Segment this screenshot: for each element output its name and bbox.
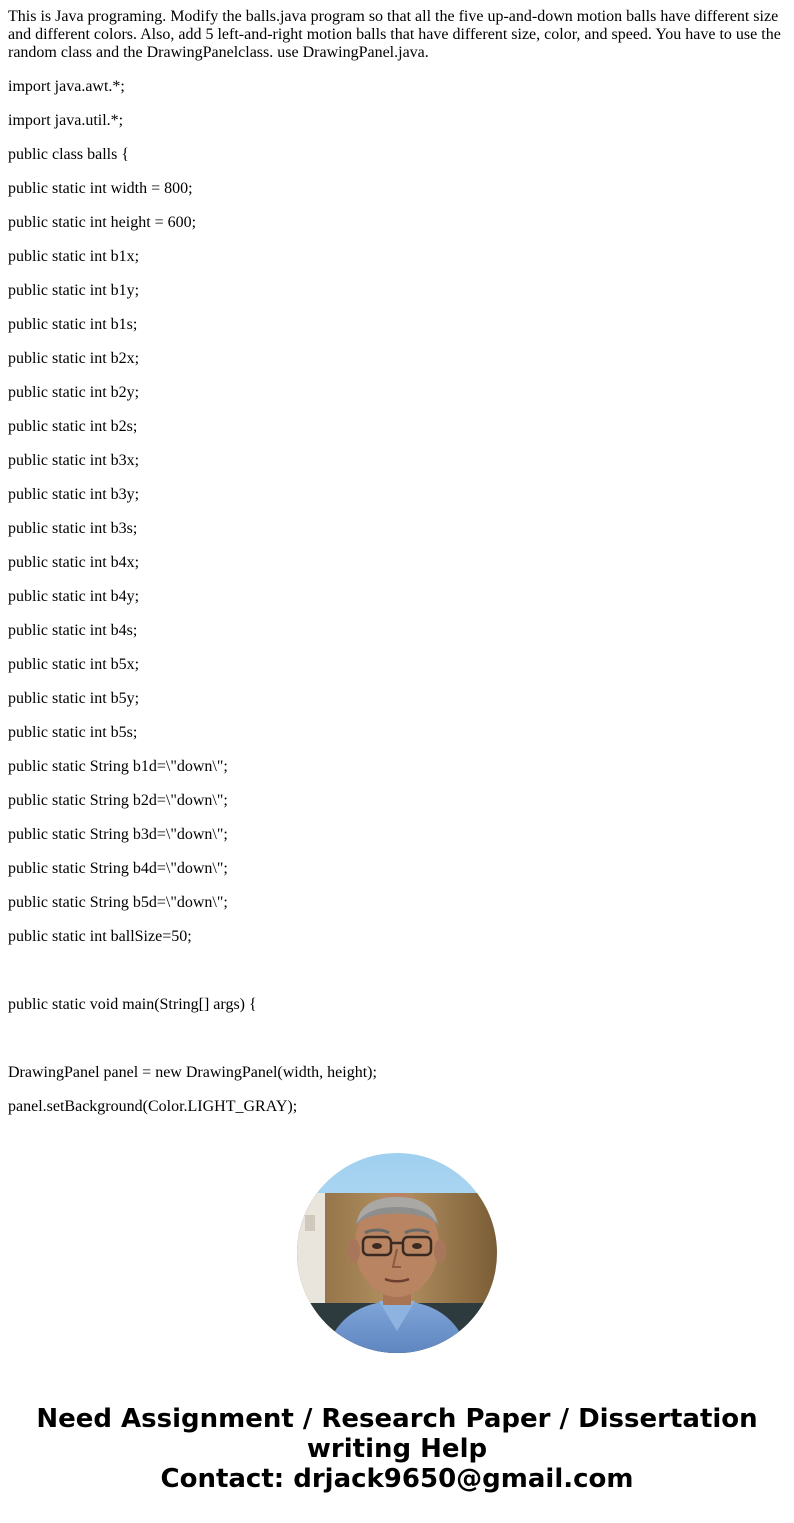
code-line: public static int b5s; <box>8 724 138 741</box>
code-group-main <box>8 996 786 1014</box>
code-line: public static int b1s; <box>8 316 138 333</box>
code-line: public static int b5y; <box>8 690 140 707</box>
code-line: public static int b2y; <box>8 384 140 401</box>
code-line: panel.setBackground(Color.LIGHT_GRAY); <box>8 1098 298 1115</box>
contact-banner <box>0 1404 794 1494</box>
code-line: public static int height = 600; <box>8 214 197 231</box>
code-line: public static void main(String[] args) { <box>8 996 257 1013</box>
cta-line: writing Help <box>306 1434 488 1464</box>
code-line: public static String b1d=\"down\"; <box>8 758 228 775</box>
code-group-declarations <box>8 78 786 946</box>
blank-line <box>8 962 786 996</box>
code-line: public static int b4x; <box>8 554 140 571</box>
code-line: public static int ballSize=50; <box>8 928 192 945</box>
blank-line <box>8 1030 786 1064</box>
code-line: public static int b1x; <box>8 248 140 265</box>
code-line: public static int width = 800; <box>8 180 193 197</box>
code-line: public static String b5d=\"down\"; <box>8 894 228 911</box>
code-line: public class balls { <box>8 146 129 163</box>
code-line: import java.awt.*; <box>8 78 125 95</box>
code-group-panel <box>8 1064 786 1116</box>
code-line: public static int b2x; <box>8 350 140 367</box>
code-line: public static String b3d=\"down\"; <box>8 826 228 843</box>
code-line: public static int b4y; <box>8 588 140 605</box>
code-line: public static int b3s; <box>8 520 138 537</box>
question-intro: This is Java programing. Modify the balls.java program so that all the five up-and-down motion balls have different size and different colors. Also, add 5 left-and-right motion balls that have different size, color, and speed. You have to use the random class and the DrawingPanelclass. use DrawingPanel.java. <box>8 8 781 61</box>
code-line: public static int b5x; <box>8 656 140 673</box>
code-line: public static int b4s; <box>8 622 138 639</box>
code-line: public static String b2d=\"down\"; <box>8 792 228 809</box>
code-line: public static int b3x; <box>8 452 140 469</box>
person-portrait-icon <box>297 1153 497 1353</box>
question-content <box>8 8 786 1132</box>
code-line: DrawingPanel panel = new DrawingPanel(width, height); <box>8 1064 377 1081</box>
cta-line: Need Assignment / Research Paper / Dissertation <box>36 1404 758 1434</box>
cta-contact-line: Contact: drjack9650@gmail.com <box>160 1464 634 1494</box>
code-line: public static String b4d=\"down\"; <box>8 860 228 877</box>
code-line: import java.util.*; <box>8 112 124 129</box>
code-line: public static int b3y; <box>8 486 140 503</box>
code-line: public static int b2s; <box>8 418 138 435</box>
code-line: public static int b1y; <box>8 282 140 299</box>
